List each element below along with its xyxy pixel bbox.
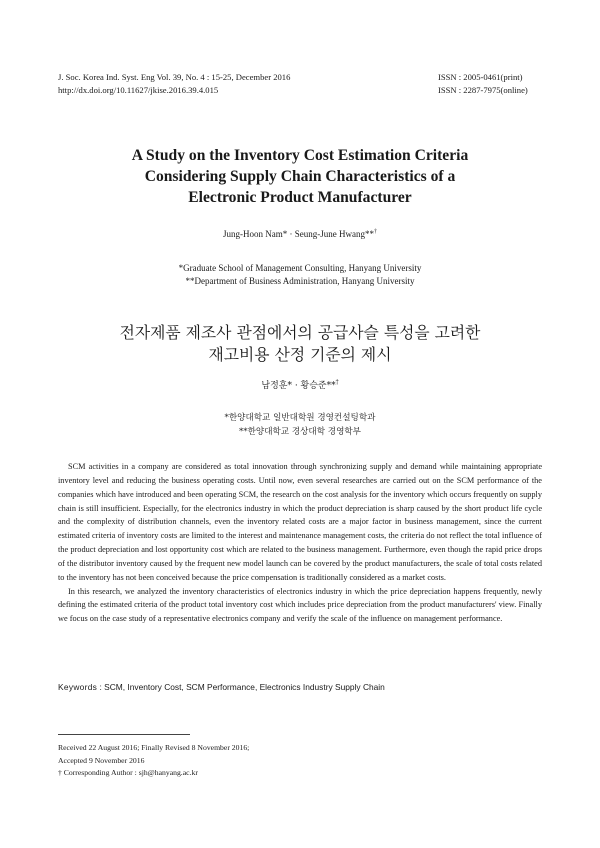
received-dates: Received 22 August 2016; Finally Revised 8 November 2016; bbox=[58, 743, 250, 752]
corresponding-author bbox=[58, 767, 249, 780]
issn-print: ISSN : 2005-0461(print) bbox=[438, 72, 523, 82]
issn-block bbox=[438, 71, 528, 97]
affiliations bbox=[0, 262, 600, 288]
korean-title-line-2: 재고비용 산정 기준의 제시 bbox=[208, 345, 392, 364]
korean-corresponding-mark: † bbox=[335, 379, 339, 386]
corresponding-author-email[interactable]: Corresponding Author : sjh@hanyang.ac.kr bbox=[61, 768, 198, 778]
korean-author-list bbox=[0, 378, 600, 391]
keywords-label: Keywords bbox=[58, 682, 98, 692]
abstract-paragraph-2: In this research, we analyzed the inventory characteristics of electronics industry in which the price depreciation happens frequently, newly defining the estimated criteria of the product total inventory cost which includes price depreciation from the product manufacturers' view. Finally we focus on the case study of a representative electronics company and verify the scale of the influence on management performance. bbox=[58, 586, 542, 624]
korean-affiliations bbox=[0, 411, 600, 439]
affiliation-2: **Department of Business Administration, Hanyang University bbox=[185, 276, 415, 286]
footnote-divider bbox=[58, 734, 190, 735]
accepted-date: Accepted 9 November 2016 bbox=[58, 755, 145, 765]
journal-header bbox=[58, 71, 290, 97]
title-line-1: A Study on the Inventory Cost Estimation Criteria bbox=[131, 147, 469, 164]
keywords-list: : SCM, Inventory Cost, SCM Performance, Electronics Industry Supply Chain bbox=[97, 682, 385, 692]
korean-affiliation-2: **한양대학교 경상대학 경영학부 bbox=[239, 427, 361, 437]
abstract bbox=[58, 460, 542, 626]
corresponding-mark: † bbox=[373, 229, 377, 235]
korean-affiliation-1: *한양대학교 일반대학원 경영컨설팅학과 bbox=[224, 413, 376, 423]
author-list bbox=[0, 229, 600, 239]
korean-author-names: 남정훈* · 황승준** bbox=[261, 381, 336, 391]
title-line-3: Electronic Product Manufacturer bbox=[188, 189, 412, 206]
doi-link[interactable]: http://dx.doi.org/10.11627/jkise.2016.39.4.015 bbox=[58, 85, 219, 95]
korean-title bbox=[0, 322, 600, 366]
paper-title bbox=[0, 145, 600, 208]
journal-citation: J. Soc. Korea Ind. Syst. Eng Vol. 39, No. 4 : 15-25, December 2016 bbox=[58, 72, 291, 82]
footnotes bbox=[58, 742, 249, 780]
title-line-2: Considering Supply Chain Characteristics of a bbox=[144, 168, 456, 185]
korean-title-line-1: 전자제품 제조사 관점에서의 공급사슬 특성을 고려한 bbox=[119, 323, 481, 342]
issn-online: ISSN : 2287-7975(online) bbox=[438, 85, 528, 95]
abstract-paragraph-1: SCM activities in a company are considered as total innovation through synchronizing supply and demand while maintaining appropriate inventory level and reducing the business operating costs. Until now, even several researches are carried out on the SCM performance of the companies which have introduced and been operating SCM, the research on the cost analysis for the inventory which occurs frequently on supply chain is still insufficient. Especially, for the electronics industry in which the product depreciation is sharp caused by the short product life cycle and the complexity of distribution channels, even the inventory related costs are a major factor in business management, since the current estimated criteria of inventory costs are limited to the interest and maintenance management costs, the criteria do not reflect the total influence of the product depreciation and lost opportunity cost which are related to the business management. Furthermore, even though the rapid price drops of the distributor inventory caused by the frequent new model launch can be covered by the product manufacturers, the scale of total costs related to the inventory has not been conceived because the price compensation is traditionally considered as a market costs. bbox=[58, 462, 542, 582]
affiliation-1: *Graduate School of Management Consulting, Hanyang University bbox=[178, 263, 422, 273]
dagger-mark: † bbox=[58, 768, 62, 778]
keywords bbox=[58, 682, 385, 692]
author-names: Jung-Hoon Nam* · Seung-June Hwang** bbox=[223, 229, 374, 239]
